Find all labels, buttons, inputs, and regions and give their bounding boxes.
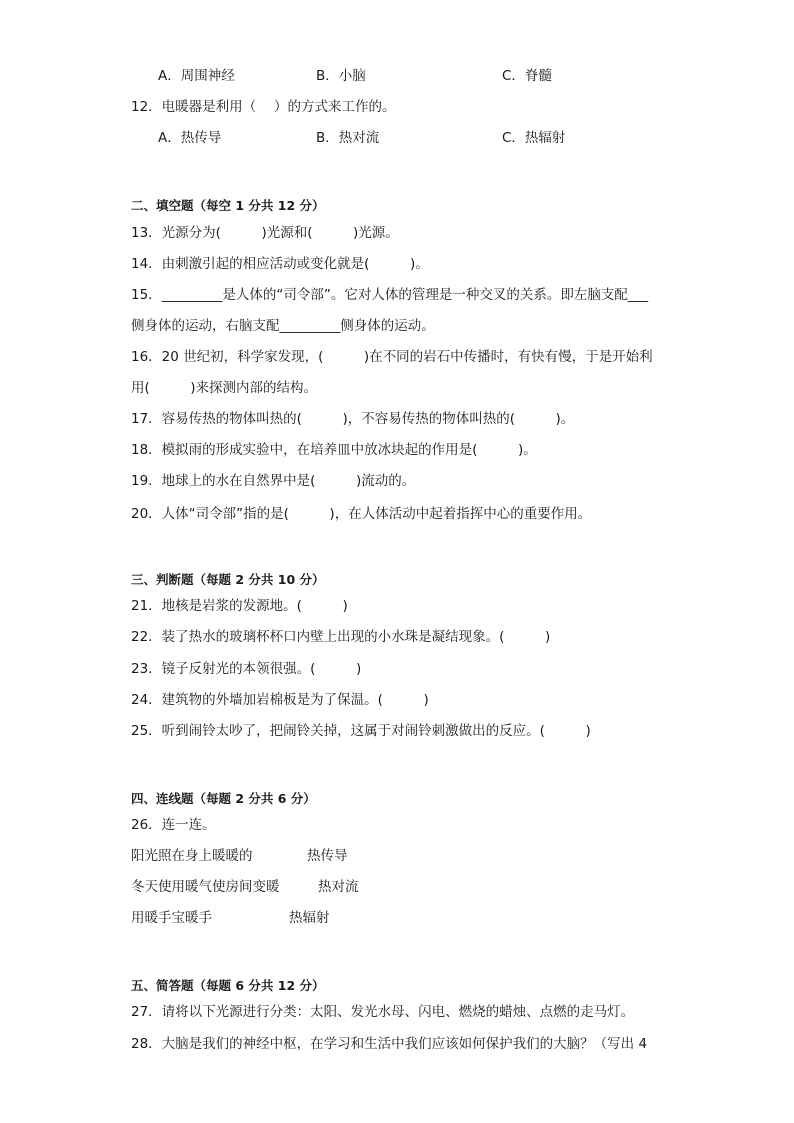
match-left-item-1: 阳光照在身上暖暖的 <box>131 848 253 864</box>
q22: 22．装了热水的玻璃杯杯口内壁上出现的小水珠是凝结现象。( ) <box>131 629 551 645</box>
q15-line1: 15．_________是人体的“司令部”。它对人体的管理是一种交叉的关系。即左脑支配___ <box>131 287 649 303</box>
match-right-item-1: 热传导 <box>307 848 348 864</box>
q12-option-a: A．热传导 <box>158 130 222 146</box>
q27: 27．请将以下光源进行分类：太阳、发光水母、闪电、燃烧的蜡烛、点燃的走马灯。 <box>131 1004 635 1020</box>
q13: 13．光源分为( )光源和( )光源。 <box>131 225 399 241</box>
match-right-item-3: 热辐射 <box>289 910 330 926</box>
section2-heading: 二、填空题（每空 1 分共 12 分） <box>131 198 325 213</box>
q11-option-a: A．周围神经 <box>158 68 235 84</box>
q11-option-b: B．小脑 <box>316 68 366 84</box>
match-left-item-3: 用暖手宝暖手 <box>131 910 212 926</box>
q16-line2: 用( )来探测内部的结构。 <box>131 380 318 396</box>
section5-heading: 五、简答题（每题 6 分共 12 分） <box>131 978 325 993</box>
section4-heading: 四、连线题（每题 2 分共 6 分） <box>131 791 316 806</box>
q24: 24．建筑物的外墙加岩棉板是为了保温。( ) <box>131 692 429 708</box>
q26: 26．连一连。 <box>131 817 216 833</box>
match-right-item-2: 热对流 <box>318 879 359 895</box>
q21: 21．地核是岩浆的发源地。( ) <box>131 598 348 614</box>
q16-line1: 16．20 世纪初，科学家发现，( )在不同的岩石中传播时，有快有慢，于是开始利 <box>131 349 653 365</box>
q14: 14．由刺激引起的相应活动或变化就是( )。 <box>131 256 429 272</box>
q25: 25．听到闹铃太吵了，把闹铃关掉，这属于对闹铃刺激做出的反应。( ) <box>131 723 591 739</box>
q20: 20．人体“司令部”指的是( )，在人体活动中起着指挥中心的重要作用。 <box>131 506 592 522</box>
q19: 19．地球上的水在自然界中是( )流动的。 <box>131 473 416 489</box>
q12-option-b: B．热对流 <box>316 130 380 146</box>
q18: 18．模拟雨的形成实验中，在培养皿中放冰块起的作用是( )。 <box>131 442 537 458</box>
q23: 23．镜子反射光的本领很强。( ) <box>131 661 362 677</box>
q12-option-c: C．热辐射 <box>502 130 566 146</box>
match-left-item-2: 冬天使用暖气使房间变暖 <box>131 879 280 895</box>
q15-line2: 侧身体的运动，右脑支配_________侧身体的运动。 <box>131 318 435 334</box>
q28: 28．大脑是我们的神经中枢，在学习和生活中我们应该如何保护我们的大脑？（写出 4 <box>131 1036 648 1052</box>
section3-heading: 三、判断题（每题 2 分共 10 分） <box>131 572 325 587</box>
q17: 17．容易传热的物体叫热的( )，不容易传热的物体叫热的( )。 <box>131 411 575 427</box>
q12-stem: 12．电暖器是利用（ ）的方式来工作的。 <box>131 99 396 115</box>
q11-option-c: C．脊髓 <box>502 68 552 84</box>
